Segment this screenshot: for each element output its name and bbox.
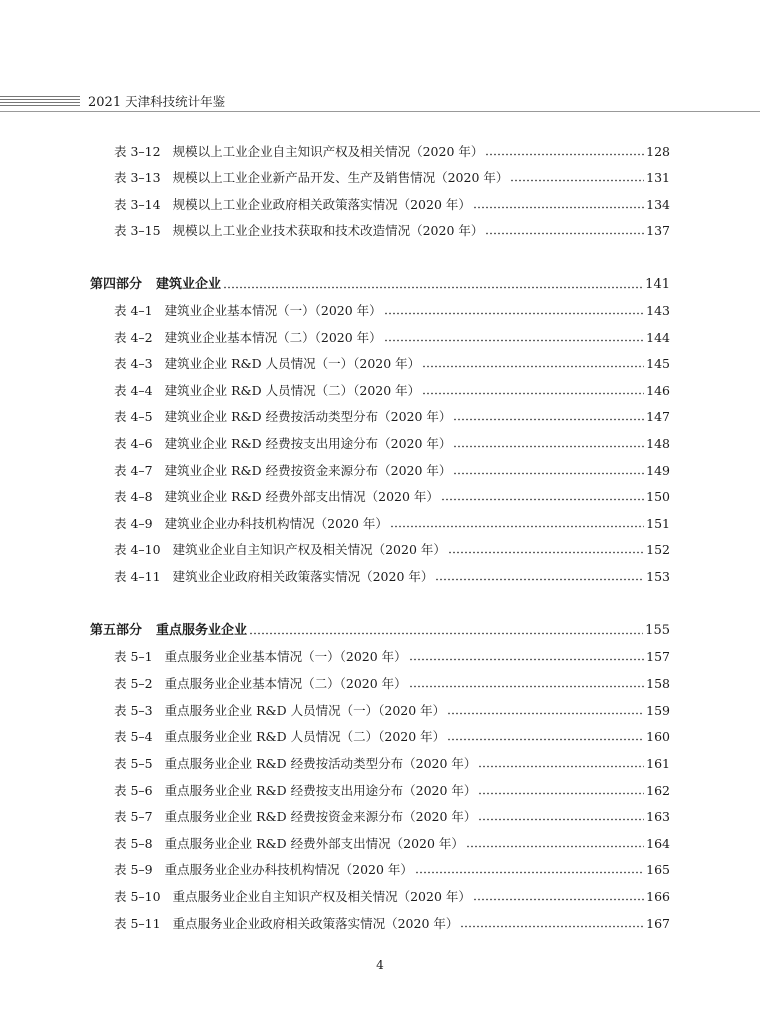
dot-leader	[485, 231, 644, 236]
part-page: 155	[645, 623, 670, 638]
dot-leader	[473, 205, 644, 210]
toc-entry-title: 重点服务业企业办科技机构情况（2020 年）	[164, 862, 413, 877]
toc-entry-5-7[interactable]	[114, 808, 670, 826]
dot-leader	[478, 764, 644, 769]
toc-entry-number: 表 4–5	[114, 409, 153, 424]
part-label: 第五部分	[90, 623, 143, 638]
part-label: 第四部分	[90, 277, 143, 292]
toc-entry-5-8[interactable]	[114, 835, 670, 853]
toc-entry-number: 表 4–9	[114, 516, 153, 531]
part-title: 建筑业企业	[156, 277, 222, 292]
toc-entry-number: 表 5–8	[114, 836, 153, 851]
toc-entry-5-3[interactable]	[114, 702, 670, 720]
toc-entry-page: 151	[646, 516, 670, 531]
toc-entry-title: 建筑业企业政府相关政策落实情况（2020 年）	[172, 569, 434, 584]
dot-leader	[473, 897, 644, 902]
toc-entry-page: 160	[646, 729, 670, 744]
dot-leader	[384, 338, 644, 343]
toc-entry-title: 规模以上工业企业政府相关政策落实情况（2020 年）	[172, 197, 471, 212]
toc-entry-4-9[interactable]	[114, 515, 670, 533]
toc-entry-4-5[interactable]	[114, 408, 670, 426]
toc-entry-title: 规模以上工业企业自主知识产权及相关情况（2020 年）	[172, 144, 484, 159]
toc-entry-number: 表 5–5	[114, 756, 153, 771]
toc-entry-number: 表 4–1	[114, 303, 153, 318]
dot-leader	[460, 924, 644, 929]
dot-leader	[249, 631, 643, 636]
toc-entry-title: 建筑业企业 R&D 经费按活动类型分布（2020 年）	[164, 409, 452, 424]
dot-leader	[441, 497, 644, 502]
toc-entry-title: 重点服务业企业政府相关政策落实情况（2020 年）	[172, 916, 459, 931]
toc-entry-title: 建筑业企业基本情况（一）（2020 年）	[164, 303, 382, 318]
toc-entry-5-5[interactable]	[114, 755, 670, 773]
dot-leader	[448, 550, 644, 555]
toc-entry-5-6[interactable]	[114, 782, 670, 800]
toc-part-4[interactable]	[90, 276, 670, 294]
page-number: 4	[376, 958, 384, 972]
toc-entry-title: 重点服务业企业基本情况（二）（2020 年）	[164, 676, 407, 691]
dot-leader	[485, 152, 644, 157]
toc-entry-page: 153	[646, 569, 670, 584]
toc-entry-page: 159	[646, 703, 670, 718]
toc-entry-page: 149	[646, 463, 670, 478]
toc-entry-5-9[interactable]	[114, 861, 670, 879]
header-book-title: 天津科技统计年鉴	[125, 94, 226, 109]
dot-leader	[384, 311, 644, 316]
toc-entry-3-13[interactable]	[114, 169, 670, 187]
toc-entry-title: 重点服务业企业 R&D 经费按支出用途分布（2020 年）	[164, 783, 477, 798]
toc-entry-number: 表 3–12	[114, 144, 161, 159]
toc-entry-number: 表 4–8	[114, 489, 153, 504]
toc-entry-page: 134	[646, 197, 670, 212]
dot-leader	[453, 417, 644, 422]
toc-entry-number: 表 5–1	[114, 649, 153, 664]
toc-entry-page: 148	[646, 436, 670, 451]
toc-entry-5-1[interactable]	[114, 648, 670, 666]
toc-entry-5-11[interactable]	[114, 915, 670, 933]
toc-entry-title: 规模以上工业企业技术获取和技术改造情况（2020 年）	[172, 223, 484, 238]
toc-entry-page: 128	[646, 144, 670, 159]
toc-entry-number: 表 5–3	[114, 703, 153, 718]
toc-entry-page: 167	[646, 916, 670, 931]
toc-entry-page: 131	[646, 170, 670, 185]
toc-entry-4-6[interactable]	[114, 435, 670, 453]
toc-entry-5-4[interactable]	[114, 728, 670, 746]
toc-entry-page: 146	[646, 383, 670, 398]
toc-entry-page: 166	[646, 889, 670, 904]
dot-leader	[223, 285, 643, 290]
toc-entry-number: 表 5–2	[114, 676, 153, 691]
part-title: 重点服务业企业	[156, 623, 248, 638]
toc-entry-title: 重点服务业企业 R&D 人员情况（二）（2020 年）	[164, 729, 446, 744]
toc-entry-title: 建筑业企业办科技机构情况（2020 年）	[164, 516, 388, 531]
header-rule	[0, 111, 760, 112]
dot-leader	[453, 444, 644, 449]
dot-leader	[409, 657, 644, 662]
toc-entry-4-4[interactable]	[114, 382, 670, 400]
toc-entry-number: 表 3–14	[114, 197, 161, 212]
toc-entry-title: 建筑业企业 R&D 经费按支出用途分布（2020 年）	[164, 436, 452, 451]
toc-entry-title: 重点服务业企业自主知识产权及相关情况（2020 年）	[172, 889, 471, 904]
toc-entry-page: 152	[646, 542, 670, 557]
toc-entry-4-2[interactable]	[114, 329, 670, 347]
toc-entry-title: 重点服务业企业 R&D 经费按活动类型分布（2020 年）	[164, 756, 477, 771]
toc-entry-page: 165	[646, 862, 670, 877]
toc-entry-page: 147	[646, 409, 670, 424]
dot-leader	[422, 391, 644, 396]
toc-entry-4-10[interactable]	[114, 541, 670, 559]
header-year: 2021	[88, 95, 122, 110]
toc-entry-4-11[interactable]	[114, 568, 670, 586]
dot-leader	[478, 817, 644, 822]
toc-entry-number: 表 5–4	[114, 729, 153, 744]
toc-entry-number: 表 5–11	[114, 916, 161, 931]
toc-entry-4-1[interactable]	[114, 302, 670, 320]
toc-entry-3-12[interactable]	[114, 143, 670, 161]
dot-leader	[453, 471, 644, 476]
part-page: 141	[645, 277, 670, 292]
toc-entry-number: 表 5–7	[114, 809, 153, 824]
toc-entry-number: 表 4–2	[114, 330, 153, 345]
toc-entry-number: 表 4–7	[114, 463, 153, 478]
toc-entry-number: 表 4–3	[114, 356, 153, 371]
toc-entry-number: 表 4–11	[114, 569, 161, 584]
toc-entry-number: 表 3–13	[114, 170, 161, 185]
toc-entry-page: 158	[646, 676, 670, 691]
toc-entry-title: 建筑业企业基本情况（二）（2020 年）	[164, 330, 382, 345]
dot-leader	[510, 178, 644, 183]
toc-entry-page: 157	[646, 649, 670, 664]
toc-entry-page: 144	[646, 330, 670, 345]
toc-entry-page: 137	[646, 223, 670, 238]
toc-entry-page: 161	[646, 756, 670, 771]
header-decorative-lines	[0, 96, 80, 108]
toc-entry-number: 表 3–15	[114, 223, 161, 238]
toc-entry-number: 表 4–10	[114, 542, 161, 557]
toc-entry-number: 表 5–10	[114, 889, 161, 904]
dot-leader	[447, 711, 644, 716]
dot-leader	[466, 844, 644, 849]
toc-entry-page: 150	[646, 489, 670, 504]
toc-entry-3-15[interactable]	[114, 222, 670, 240]
toc-entry-number: 表 4–6	[114, 436, 153, 451]
toc-entry-5-2[interactable]	[114, 675, 670, 693]
toc-entry-page: 163	[646, 809, 670, 824]
toc-entry-title: 规模以上工业企业新产品开发、生产及销售情况（2020 年）	[172, 170, 509, 185]
toc-entry-number: 表 5–6	[114, 783, 153, 798]
dot-leader	[415, 870, 644, 875]
toc-entry-title: 建筑业企业 R&D 经费外部支出情况（2020 年）	[164, 489, 439, 504]
toc-entry-page: 143	[646, 303, 670, 318]
toc-entry-page: 164	[646, 836, 670, 851]
toc-entry-page: 145	[646, 356, 670, 371]
toc-entry-title: 建筑业企业 R&D 人员情况（一）（2020 年）	[164, 356, 421, 371]
toc-entry-title: 重点服务业企业 R&D 经费按资金来源分布（2020 年）	[164, 809, 477, 824]
toc-entry-title: 建筑业企业自主知识产权及相关情况（2020 年）	[172, 542, 446, 557]
dot-leader	[447, 737, 644, 742]
dot-leader	[478, 791, 644, 796]
toc-entry-number: 表 5–9	[114, 862, 153, 877]
toc-entry-4-7[interactable]	[114, 462, 670, 480]
dot-leader	[422, 364, 644, 369]
toc-entry-title: 重点服务业企业基本情况（一）（2020 年）	[164, 649, 407, 664]
toc-entry-5-10[interactable]	[114, 888, 670, 906]
toc-entry-title: 重点服务业企业 R&D 经费外部支出情况（2020 年）	[164, 836, 464, 851]
toc-entry-4-8[interactable]	[114, 488, 670, 506]
header-title	[88, 92, 225, 110]
toc-part-5[interactable]	[90, 622, 670, 640]
toc-entry-number: 表 4–4	[114, 383, 153, 398]
toc-entry-title: 建筑业企业 R&D 人员情况（二）（2020 年）	[164, 383, 421, 398]
toc-entry-3-14[interactable]	[114, 196, 670, 214]
dot-leader	[390, 524, 644, 529]
running-header	[0, 92, 760, 114]
toc-entry-title: 重点服务业企业 R&D 人员情况（一）（2020 年）	[164, 703, 446, 718]
dot-leader	[435, 577, 644, 582]
toc-entry-page: 162	[646, 783, 670, 798]
toc-entry-4-3[interactable]	[114, 355, 670, 373]
dot-leader	[409, 684, 644, 689]
toc-entry-title: 建筑业企业 R&D 经费按资金来源分布（2020 年）	[164, 463, 452, 478]
